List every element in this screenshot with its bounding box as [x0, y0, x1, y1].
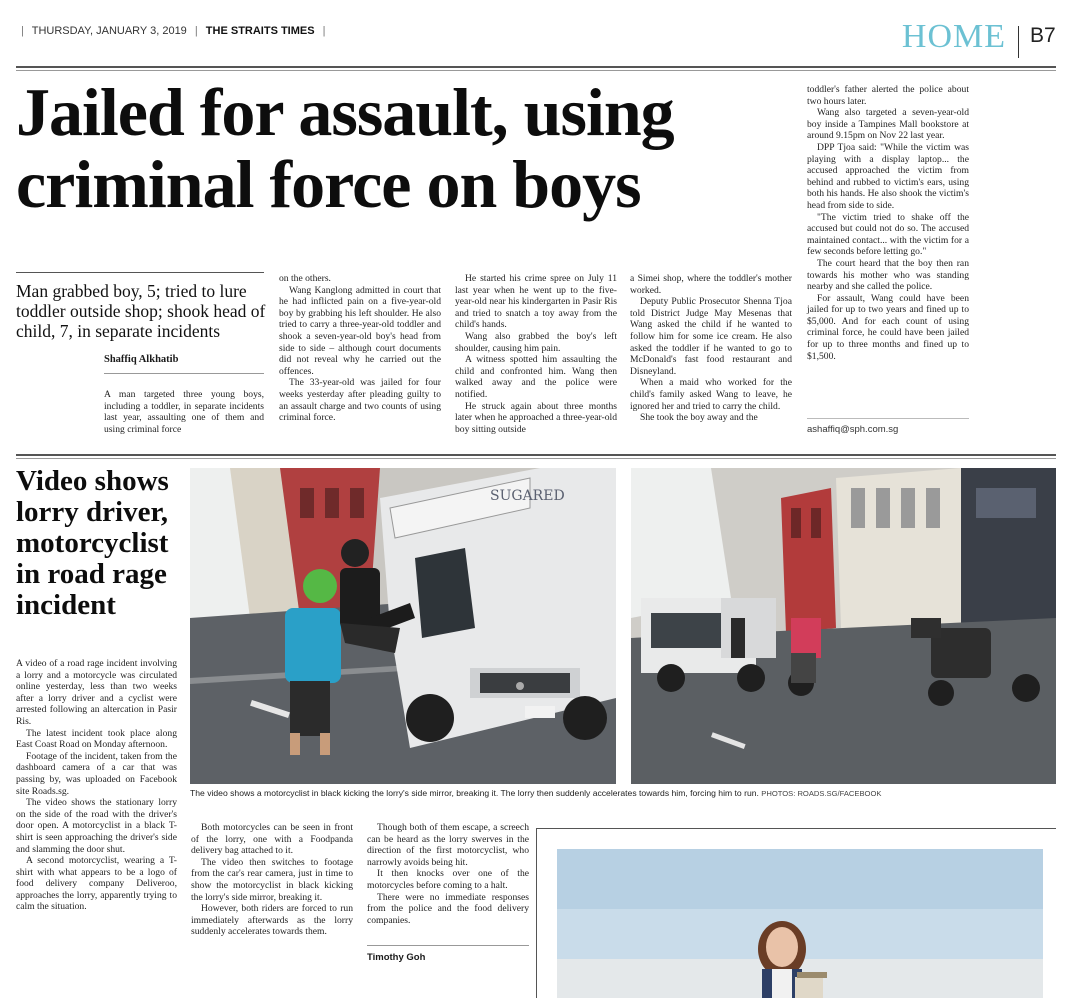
- article1-column-3: [455, 273, 617, 435]
- caption-text: The video shows a motorcyclist in black kicking the lorry's side mirror, breaking it. The lorry then suddenly accelerates towards him, forcing him to run.: [190, 788, 759, 798]
- paragraph: DPP Tjoa said: "While the victim was playing with a display laptop... the accused approached the victim from behind and rubbed to victim's ears, using both his hands. He also shook the victim's head from side to side.: [807, 141, 969, 211]
- paragraph: A witness spotted him assaulting the child and confronted him. Wang then walked away and the police were notified.: [455, 354, 617, 400]
- paragraph: Footage of the incident, taken from the dashboard camera of a car that was passing by, was uploaded on Facebook site Roads.sg.: [16, 750, 177, 797]
- byline-rule: [104, 373, 264, 374]
- headline-line: Jailed for assault, using: [16, 74, 674, 150]
- paragraph: on the others.: [279, 273, 331, 284]
- photo-caption: [190, 788, 1056, 799]
- paragraph: He started his crime spree on July 11 last year when he went up to the five-year-old near his kindergarten in Pasir Ris and tried to snatch a toy away from the child's hands.: [455, 273, 617, 331]
- paragraph: Both motorcycles can be seen in front of the lorry, one with a Foodpanda delivery bag attached to it.: [191, 822, 353, 857]
- top-rule-thin: [16, 70, 1056, 71]
- paragraph: The video then switches to footage from the car's rear camera, just in time to show the motorcyclist in black kicking the lorry's side mirror, breaking it.: [191, 856, 353, 903]
- article2-column-2: [191, 822, 353, 938]
- paragraph: A second motorcyclist, wearing a T-shirt with what appears to be a logo of food delivery company Deliveroo, approaches the lorry, apparently trying to calm the situation.: [16, 855, 177, 913]
- article1-column-1: [104, 389, 264, 435]
- page-divider: [1018, 26, 1019, 58]
- article1-byline: Shaffiq Alkhatib: [104, 354, 179, 365]
- paragraph: The court heard that the boy then ran towards his mother who was standing nearby and she called the police.: [807, 257, 969, 293]
- email-rule: [807, 418, 969, 419]
- road-rage-photo-front: [190, 468, 616, 784]
- article1-headline: [16, 76, 776, 220]
- paragraph: The latest incident took place along East Coast Road on Monday afternoon.: [16, 727, 177, 751]
- paragraph: A video of a road rage incident involving a lorry and a motorcycle was circulated online yesterday, less than two weeks after a lorry driver and a cyclist were arrested following an altercation in Pasir Ris.: [16, 658, 177, 727]
- section-name: HOME: [901, 18, 1006, 55]
- section-rule: [16, 454, 1056, 456]
- kicker-rule: [16, 272, 264, 273]
- paragraph: However, both riders are forced to run immediately afterwards as the lorry suddenly accelerates towards them.: [191, 903, 353, 938]
- paragraph: The video shows the stationary lorry on the side of the road with the driver's door open. A motorcyclist in a black T-shirt is seen approaching the driver's side and slamming the door shut.: [16, 797, 177, 855]
- paragraph: "The victim tried to shake off the accused but could not do so. The accused maintained contact... with the victim for a few seconds before letting go.": [807, 211, 969, 258]
- article1-column-4: [630, 273, 792, 424]
- paragraph: Wang also targeted a seven-year-old boy inside a Tampines Mall bookstore at around 9.15pm on Nov 22 last year.: [807, 107, 969, 142]
- paper-name: THE STRAITS TIMES: [205, 25, 315, 37]
- photo-credit: PHOTOS: ROADS.SG/FACEBOOK: [761, 789, 882, 798]
- paragraph: A man targeted three young boys, including a toddler, in separate incidents last year, assaulting one of them and using criminal force: [104, 389, 264, 435]
- paragraph: The 33-year-old was jailed for four weeks yesterday after pleading guilty to an assault charge and two counts of using criminal force.: [279, 377, 441, 424]
- paragraph: It then knocks over one of the motorcycles before coming to a halt.: [367, 868, 529, 891]
- masthead-divider: |: [21, 25, 24, 37]
- page-number: B7: [1030, 24, 1056, 47]
- section-rule-thin: [16, 458, 1056, 459]
- article2-headline: Video shows lorry driver, motorcyclist in road rage incident: [16, 465, 169, 621]
- article2-column-1: [16, 658, 177, 913]
- paragraph: For assault, Wang could have been jailed for up to two years and fined up to $5,000. And for each count of using criminal force, he could have been jailed for up to three months and fined up to $1,500.: [807, 292, 969, 362]
- advertisement: [536, 828, 1056, 998]
- paragraph: Wang also grabbed the boy's left shoulder, causing him pain.: [455, 330, 617, 354]
- masthead: [16, 25, 331, 37]
- article1-kicker: Man grabbed boy, 5; tried to lure toddler outside shop; shook head of child, 7, in separate incidents: [16, 281, 266, 341]
- paragraph: She took the boy away and the: [640, 412, 758, 424]
- article2-column-3: [367, 822, 529, 926]
- article1-column-5: [807, 84, 969, 362]
- paragraph: There were no immediate responses from the police and the food delivery companies.: [367, 891, 529, 926]
- paragraph: a Simei shop, where the toddler's mother worked.: [630, 273, 792, 296]
- paragraph: toddler's father alerted the police about two hours later.: [807, 84, 969, 107]
- headline-line: criminal force on boys: [16, 146, 641, 222]
- road-rage-photo-rear: [631, 468, 1056, 784]
- issue-date: THURSDAY, JANUARY 3, 2019: [31, 25, 187, 37]
- paragraph: Deputy Public Prosecutor Shenna Tjoa told District Judge May Mesenas that Wang asked the child if he wanted to follow him for some ice cream. He also asked the toddler if he wanted to go to McDonald's fast food restaurant and Disneyland.: [630, 296, 792, 377]
- article1-column-2: [279, 273, 441, 424]
- masthead-divider: |: [322, 25, 326, 37]
- article2-byline: Timothy Goh: [367, 952, 426, 963]
- top-rule: [16, 66, 1056, 68]
- author-email[interactable]: ashaffiq@sph.com.sg: [807, 424, 899, 435]
- paragraph: Wang Kanglong admitted in court that he had inflicted pain on a five-year-old boy by grabbing his left shoulder. He also tried to carry a three-year-old toddler and shook a seven-year-old boy's head from side to side – although court documents did not reveal why he carried out the offences.: [279, 284, 441, 377]
- byline-rule: [367, 945, 529, 946]
- paragraph: When a maid who worked for the child's family asked Wang to leave, he ignored her and tried to carry the child.: [630, 377, 792, 412]
- paragraph: Though both of them escape, a screech can be heard as the lorry swerves in the direction of the first motorcyclist, who narrowly avoids being hit.: [367, 822, 529, 868]
- advertisement-image: [537, 829, 1056, 998]
- paragraph: He struck again about three months later when he approached a three-year-old boy sitting outside: [455, 400, 617, 435]
- masthead-divider: |: [194, 25, 198, 37]
- lorry-sign: SUGARED: [490, 488, 565, 504]
